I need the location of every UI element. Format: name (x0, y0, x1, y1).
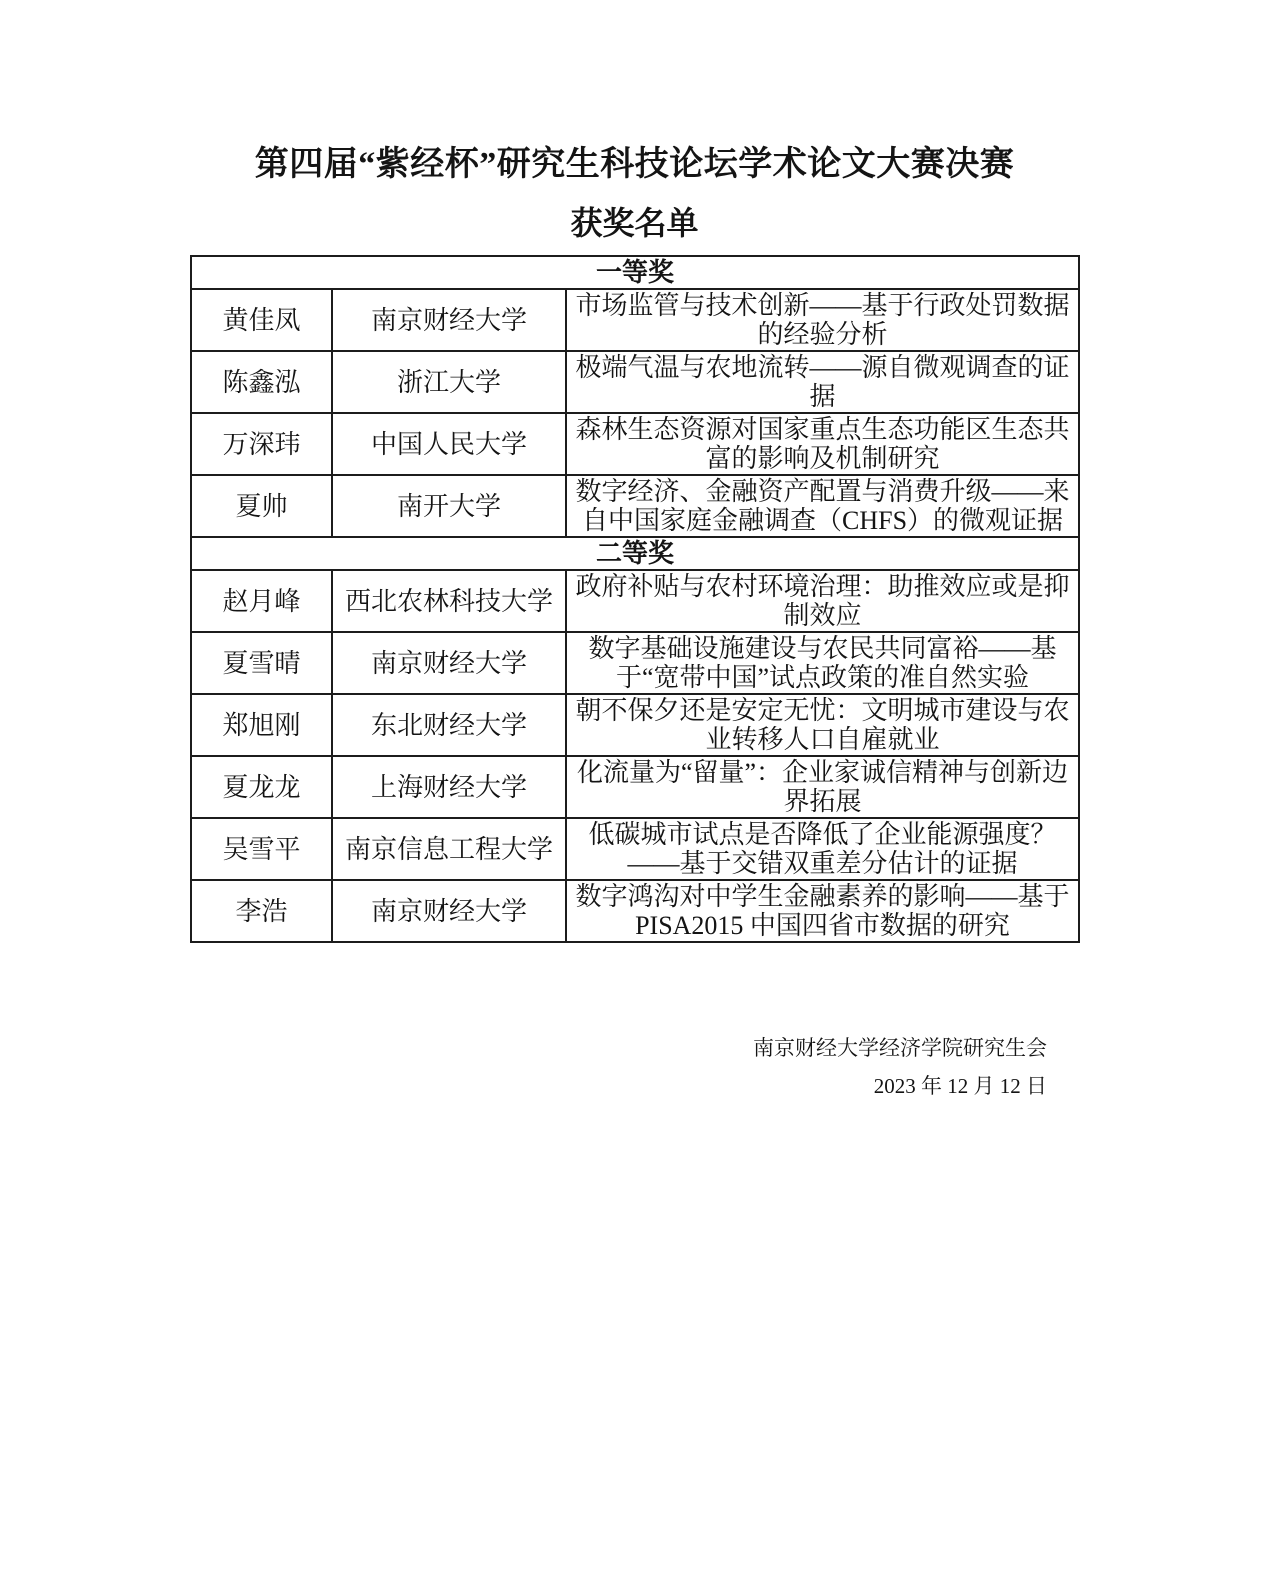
winner-name: 李浩 (191, 880, 332, 942)
doc-subtitle: 获奖名单 (570, 205, 699, 241)
signature-organization: 南京财经大学经济学院研究生会 (753, 1036, 1047, 1060)
winner-name: 吴雪平 (191, 818, 332, 880)
winner-university: 南京财经大学 (332, 632, 566, 694)
paper-title: 低碳城市试点是否降低了企业能源强度？——基于交错双重差分估计的证据 (566, 818, 1079, 880)
table-row (191, 880, 1079, 942)
winner-name: 夏帅 (191, 475, 332, 537)
section-header-row-second-prize (191, 537, 1079, 570)
table-row (191, 570, 1079, 632)
winner-university: 中国人民大学 (332, 413, 566, 475)
table-row (191, 413, 1079, 475)
paper-title: 化流量为“留量”：企业家诚信精神与创新边界拓展 (566, 756, 1079, 818)
paper-title: 市场监管与技术创新——基于行政处罚数据的经验分析 (566, 289, 1079, 351)
paper-title: 数字鸿沟对中学生金融素养的影响——基于 PISA2015 中国四省市数据的研究 (566, 880, 1079, 942)
paper-title: 森林生态资源对国家重点生态功能区生态共富的影响及机制研究 (566, 413, 1079, 475)
prize-tier-label: 二等奖 (191, 537, 1079, 570)
winner-name: 赵月峰 (191, 570, 332, 632)
winner-name: 陈鑫泓 (191, 351, 332, 413)
winner-university: 南京信息工程大学 (332, 818, 566, 880)
table-row (191, 756, 1079, 818)
prize-tier-label: 一等奖 (191, 256, 1079, 289)
paper-title: 政府补贴与农村环境治理：助推效应或是抑制效应 (566, 570, 1079, 632)
winner-name: 黄佳凤 (191, 289, 332, 351)
awards-table (190, 255, 1080, 943)
winner-name: 万深玮 (191, 413, 332, 475)
winner-university: 南京财经大学 (332, 289, 566, 351)
paper-title: 数字经济、金融资产配置与消费升级——来自中国家庭金融调查（CHFS）的微观证据 (566, 475, 1079, 537)
winner-name: 夏雪晴 (191, 632, 332, 694)
table-row (191, 818, 1079, 880)
winner-university: 南京财经大学 (332, 880, 566, 942)
section-header-row-first-prize (191, 256, 1079, 289)
signature-block (0, 1029, 1269, 1105)
table-row (191, 475, 1079, 537)
table-row (191, 289, 1079, 351)
paper-title: 数字基础设施建设与农民共同富裕——基于“宽带中国”试点政策的准自然实验 (566, 632, 1079, 694)
winner-university: 东北财经大学 (332, 694, 566, 756)
paper-title: 极端气温与农地流转——源自微观调查的证据 (566, 351, 1079, 413)
table-row (191, 694, 1079, 756)
winner-university: 上海财经大学 (332, 756, 566, 818)
table-row (191, 351, 1079, 413)
winner-university: 西北农林科技大学 (332, 570, 566, 632)
paper-title: 朝不保夕还是安定无忧：文明城市建设与农业转移人口自雇就业 (566, 694, 1079, 756)
winner-university: 浙江大学 (332, 351, 566, 413)
doc-title: 第四届“紫经杯”研究生科技论坛学术论文大赛决赛 (254, 146, 1015, 183)
winner-name: 夏龙龙 (191, 756, 332, 818)
winner-name: 郑旭刚 (191, 694, 332, 756)
winner-university: 南开大学 (332, 475, 566, 537)
signature-date: 2023 年 12 月 12 日 (873, 1074, 1047, 1098)
table-row (191, 632, 1079, 694)
